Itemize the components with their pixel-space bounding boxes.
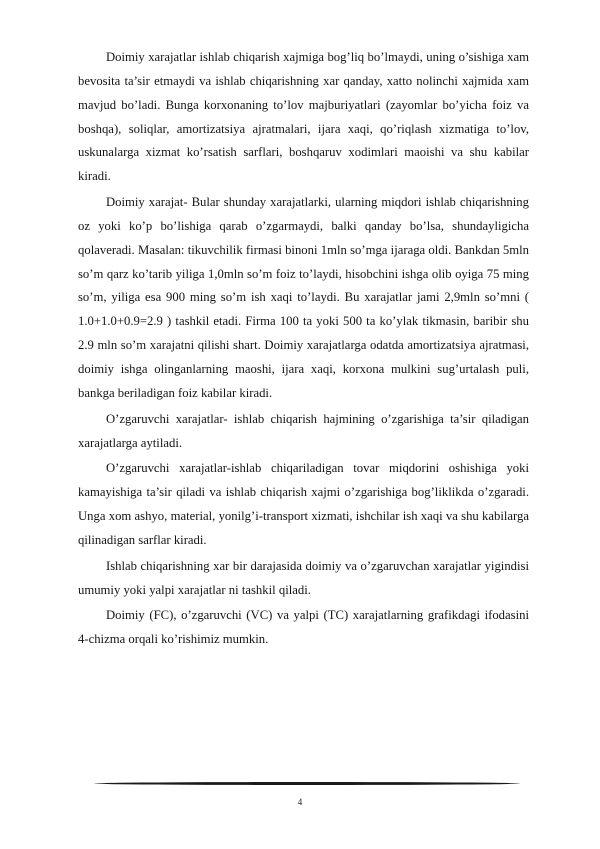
paragraph-variable-costs-detail: O’zgaruvchi xarajatlar-ishlab chiqariladigan tovar miqdorini oshishiga yoki kamayishiga ta’sir qiladi va ishlab chiqarish xajmi o’zgarishiga bog’liklikda o’zgaradi. Unga xom ashyo, material, yonilg’i-transport xizmati, ishchilar ish xaqi va shu kabilarga qilinadigan sarflar kiradi. bbox=[78, 461, 529, 547]
paragraph-variable-costs-definition: O’zgaruvchi xarajatlar- ishlab chiqarish hajmining o’zgarishiga ta’sir qiladigan xarajatlarga aytiladi. bbox=[78, 411, 529, 450]
page-number: 4 bbox=[297, 797, 303, 807]
paragraph-total-costs: Ishlab chiqarishning xar bir darajasida doimiy va o’zgaruvchan xarajatlar yigindisi umumiy yoki yalpi xarajatlar ni tashkil qiladi. bbox=[78, 558, 529, 597]
paragraph-fixed-costs-intro: Doimiy xarajatlar ishlab chiqarish xajmiga bog’liq bo’lmaydi, uning o’sishiga xam bevosita ta’sir etmaydi va ishlab chiqarishning xar qanday, xatto nolinchi xajmida xam mavjud bo’ladi. Bunga korxonaning to’lov majburiyatlari (zayomlar bo’yicha foiz va boshqa), soliqlar, amortizatsiya ajratmalari, ijara xaqi, qo’riqlash xizmatiga to’lov, uskunalarga xizmat ko’rsatish sarflari, boshqaruv xodimlari maoishi va shu kabilar kiradi. bbox=[78, 50, 529, 184]
paragraph-chart-reference: Doimiy (FC), o’zgaruvchi (VC) va yalpi (TC) xarajatlarning grafikdagi ifodasini 4-chizma orqali ko’rishimiz mumkin. bbox=[78, 608, 529, 647]
paragraph-fixed-costs-example: Doimiy xarajat- Bular shunday xarajatlarki, ularning miqdori ishlab chiqarishning oz yoki ko’p bo’lishiga qarab o’zgarmaydi, balki qanday bo’lsa, shundayligicha qolaveradi. Masalan: tikuvchilik firmasi binoni 1mln so’mga ijaraga oldi. Bankdan 5mln so’m qarz ko’tarib yiliga 1,0mln so’m foiz to’laydi, hisobchini ishga olib oyiga 75 ming so’m, yiliga esa 900 ming so’m ish xaqi to’laydi. Bu xarajatlar jami 2,9mln so’mni ( 1.0+1.0+0.9=2.9 ) tashkil etadi. Firma 100 ta yoki 500 ta ko’ylak tikmasin, baribir shu 2.9 mln so’m xarajatni qilishi shart. Doimiy xarajatlarga odatda amortizatsiya ajratmasi, doimiy ishga olinganlarning maoshi, ijara xaqi, korxona mulkini sug’urtalash puli, bankga beriladigan foiz kabilar kiradi. bbox=[78, 195, 529, 400]
footer-divider bbox=[94, 782, 520, 785]
body-text bbox=[78, 46, 529, 654]
